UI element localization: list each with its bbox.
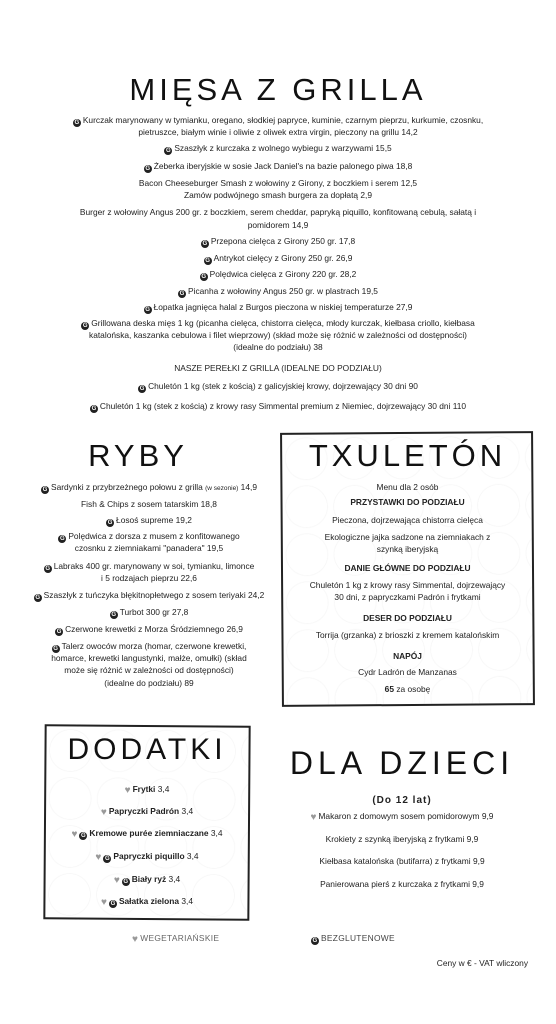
kids-item: ♥ Makaron z domowym sosem pomidorowym 9,9: [310, 811, 494, 823]
grill-item: G Łopatka jagnięca halal z Burgos pieczona w niskiej temperaturze 27,9: [145, 302, 413, 313]
vegetarian-icon: ♥: [310, 812, 317, 823]
vegetarian-icon: ♥: [113, 875, 120, 886]
side-item: ♥ Papryczki Padrón 3,4: [100, 806, 194, 818]
vegetarian-icon: ♥: [100, 807, 107, 818]
legend-vegetarian: ♥ WEGETARIAŃSKIE: [132, 933, 220, 945]
kids-item: Kiełbasa katalońska (butifarra) z frytkami 9,9: [319, 856, 485, 866]
gluten-free-icon: G: [201, 274, 206, 280]
txuleton-item: Pieczona, dojrzewająca chistorra cielęca: [332, 515, 483, 525]
gluten-free-icon: G: [110, 901, 116, 907]
gluten-free-icon: G: [81, 833, 86, 839]
fish-item: G Polędwica z dorsza z musem z konfitowanego: [60, 531, 240, 542]
grill-item: Bacon Cheeseburger Smash z wołowiny z Girony, z boczkiem i serem 12,5: [138, 178, 418, 188]
gluten-free-icon: G: [312, 938, 318, 944]
txuleton-heading: DANIE GŁÓWNE DO PODZIAŁU: [344, 563, 471, 573]
gluten-free-icon: G: [60, 536, 65, 542]
grill-item: G Picanha z wołowiny Angus 250 gr. w plastrach 19,5: [179, 286, 378, 297]
fish-item: G Talerz owoców morza (homar, czerwone krewetki,: [53, 641, 247, 652]
fish-item: może się różnić w zależności od dostępności): [64, 665, 234, 675]
grill-item: (idealne do podziału) 38: [233, 342, 323, 352]
gluten-free-icon: G: [145, 307, 150, 313]
grill-item: G Szaszłyk z kurczaka z wolnego wybiegu z warzywami 15,5: [165, 143, 392, 154]
vegetarian-icon: ♥: [95, 852, 102, 863]
vegetarian-icon: ♥: [124, 785, 131, 796]
side-item: ♥ G Papryczki piquillo 3,4: [95, 851, 199, 863]
grill-item: pietruszce, białym winie i oliwie z oliwek extra virgin, pieczony na grillu 14,2: [138, 127, 418, 137]
kids-subtitle: (Do 12 lat): [372, 795, 432, 806]
fish-item: G Łosoś supreme 19,2: [107, 515, 192, 526]
fish-item: G Labraks 400 gr. marynowany w soi, tymianku, limonce: [45, 561, 255, 572]
side-item: ♥ Frytki 3,4: [124, 784, 170, 796]
txuleton-price: 65 za osobę: [384, 684, 431, 694]
gluten-free-icon: G: [123, 879, 129, 885]
gluten-free-icon: G: [56, 629, 62, 635]
grill-item: G Chuletón 1 kg (stek z kością) z krowy rasy Simmental premium z Niemiec, dojrzewający 30 dni 110: [91, 401, 467, 412]
kids-item: Panierowana pierś z kurczaka z frytkami 9,9: [320, 879, 484, 889]
fish-item: Fish & Chips z sosem tatarskim 18,8: [81, 499, 217, 509]
fish-item: homarce, krewetki langustynki, małże, omułki) (skład: [51, 653, 247, 663]
txuleton-item: Chuletón 1 kg z krowy rasy Simmental, dojrzewający: [309, 580, 506, 590]
footer-prices-note: Ceny w € - VAT wliczony: [436, 958, 528, 968]
vegetarian-icon: ♥: [71, 829, 78, 840]
txuleton-item: Torrija (grzanka) z brioszki z kremem katalońskim: [315, 630, 500, 640]
txuleton-item: Ekologiczne jajka sadzone na ziemniakach z: [324, 532, 491, 542]
gluten-free-icon: G: [179, 291, 185, 297]
gluten-free-icon: G: [42, 487, 48, 493]
fish-item: i 5 rodzajach pieprzu 22,6: [101, 573, 197, 583]
fish-item: czosnku z ziemniakami "panadera" 19,5: [74, 543, 224, 553]
gluten-free-icon: G: [74, 120, 80, 126]
grill-item: Burger z wołowiny Angus 200 gr. z boczkiem, serem cheddar, papryką piquillo, konfitowaną cebulą, sałatą i: [79, 207, 477, 217]
grill-subheading: NASZE PEREŁKI Z GRILLA (IDEALNE DO PODZIAŁU): [174, 363, 382, 373]
gluten-free-icon: G: [145, 166, 151, 172]
fish-title: RYBY: [88, 438, 188, 473]
fish-item: G Szaszłyk z tuńczyka błękitnopłetwego z sosem teriyaki 24,2: [35, 590, 265, 601]
grill-item: pomidorem 14,9: [247, 220, 309, 230]
txuleton-item: 30 dni, z papryczkami Padrón i frytkami: [334, 592, 481, 602]
gluten-free-icon: G: [111, 612, 117, 618]
side-item: ♥ G Sałatka zielona 3,4: [101, 896, 193, 908]
gluten-free-icon: G: [107, 520, 113, 526]
kids-item: Krokiety z szynką iberyjską z frytkami 9,9: [325, 834, 479, 844]
sides-title: DODATKI: [67, 733, 227, 766]
txuleton-item: szynką iberyjską: [376, 544, 439, 554]
txuleton-subtitle: Menu dla 2 osób: [376, 482, 439, 492]
gluten-free-icon: G: [91, 406, 97, 412]
grill-item: katalońska, kaszanka cebulowa i filet wieprzowy) (skład może się różnić w zależności od dostępności): [89, 330, 467, 340]
txuleton-title: TXULETÓN: [308, 438, 507, 473]
txuleton-item: Cydr Ladrón de Manzanas: [358, 667, 457, 677]
vegetarian-icon: ♥: [132, 934, 139, 945]
grill-item: G Przepona cielęca z Girony 250 gr. 17,8: [202, 236, 356, 247]
grill-item: G Grillowana deska mięs 1 kg (picanha cielęca, chistorra cielęca, młody kurczak, kiełbasa criollo, kiełbasa: [82, 318, 475, 329]
grill-item: G Żeberka iberyjskie w sosie Jack Daniel's na bazie palonego piwa 18,8: [145, 161, 413, 172]
txuleton-heading: PRZYSTAWKI DO PODZIAŁU: [350, 497, 465, 507]
fish-item: G Czerwone krewetki z Morza Śródziemnego 26,9: [56, 624, 243, 635]
gluten-free-icon: G: [45, 566, 51, 572]
fish-item: (idealne do podziału) 89: [104, 678, 194, 688]
gluten-free-icon: G: [205, 258, 210, 264]
gluten-free-icon: G: [139, 386, 145, 392]
gluten-free-icon: G: [165, 148, 171, 154]
fish-item: G Sardynki z przybrzeżnego połowu z grilla (w sezonie) 14,9: [42, 482, 257, 493]
legend-gluten-free: G BEZGLUTENOWE: [312, 933, 395, 944]
grill-item: Zamów podwójnego smash burgera za dopłatą 2,9: [183, 190, 373, 200]
gluten-free-icon: G: [53, 646, 58, 652]
gluten-free-icon: G: [202, 241, 208, 247]
grill-item: G Polędwica cielęca z Girony 220 gr. 28,2: [201, 269, 357, 280]
gluten-free-icon: G: [35, 595, 40, 601]
vegetarian-icon: ♥: [101, 897, 107, 908]
txuleton-heading: DESER DO PODZIAŁU: [363, 613, 452, 623]
grill-item: G Chuletón 1 kg (stek z kością) z galicyjskiej krowy, dojrzewający 30 dni 90: [139, 381, 418, 392]
side-item: ♥ G Kremowe purée ziemniaczane 3,4: [71, 828, 223, 840]
grill-item: G Antrykot cielęcy z Girony 250 gr. 26,9: [205, 253, 353, 264]
gluten-free-icon: G: [82, 323, 88, 329]
side-item: ♥ G Biały ryż 3,4: [113, 874, 181, 886]
grill-title: MIĘSA Z GRILLA: [129, 72, 427, 107]
fish-item: G Turbot 300 gr 27,8: [111, 607, 189, 618]
kids-title: DLA DZIECI: [289, 745, 515, 781]
grill-item: G Kurczak marynowany w tymianku, oregano, słodkiej papryce, kuminie, czarnym pieprzu, kurkumie, czosnku,: [74, 115, 484, 126]
txuleton-heading: NAPÓJ: [393, 651, 422, 661]
gluten-free-icon: G: [105, 856, 110, 862]
